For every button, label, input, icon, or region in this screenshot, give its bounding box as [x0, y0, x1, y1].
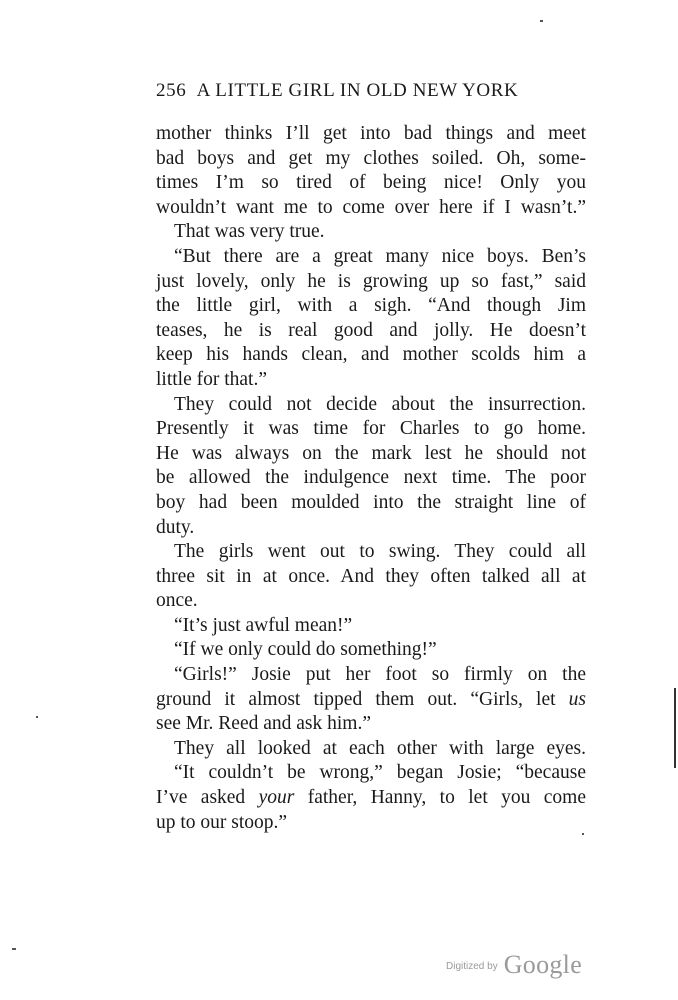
digitized-by-watermark — [446, 950, 582, 980]
text-line: just lovely, only he is growing up so fast,” said — [156, 270, 586, 292]
text-line: teases, he is real good and jolly. He doesn’t — [156, 319, 586, 341]
text-line: “Girls!” Josie put her foot so firmly on the — [174, 664, 586, 686]
text-line: see Mr. Reed and ask him.” — [156, 713, 371, 735]
text-line: little for that.” — [156, 368, 268, 390]
text-line: They could not decide about the insurrection. — [174, 393, 586, 415]
page-body-text — [156, 122, 586, 835]
running-title: A LITTLE GIRL IN OLD NEW YORK — [196, 80, 519, 101]
text-line: “If we only could do something!” — [174, 639, 437, 661]
text-line: ground it almost tipped them out. “Girls, let us — [156, 688, 586, 710]
text-line: He was always on the mark lest he should not — [156, 442, 586, 464]
text-line: the little girl, with a sigh. “And though Jim — [156, 295, 586, 317]
google-logo: Google — [503, 950, 583, 979]
text-line: Presently it was time for Charles to go home. — [156, 418, 586, 440]
text-line: keep his hands clean, and mother scolds him a — [156, 344, 586, 366]
page-edge-line — [674, 688, 676, 768]
scan-speck — [540, 20, 543, 22]
text-line: duty. — [156, 516, 195, 538]
text-line: three sit in at once. And they often talked all at — [156, 565, 586, 587]
text-line: The girls went out to swing. They could all — [174, 541, 586, 563]
text-line: bad boys and get my clothes soiled. Oh, some- — [156, 147, 586, 169]
scan-speck — [12, 948, 16, 950]
text-line: “It’s just awful mean!” — [174, 614, 353, 636]
running-header — [156, 80, 546, 102]
text-line: That was very true. — [174, 221, 325, 243]
text-line: wouldn’t want me to come over here if I wasn’t.” — [156, 196, 586, 218]
watermark-prefix: Digitized by — [446, 961, 498, 972]
text-line: be allowed the indulgence next time. The poor — [156, 467, 586, 489]
text-line: up to our stoop.” — [156, 811, 288, 833]
page-number: 256 — [156, 80, 187, 101]
text-line: “But there are a great many nice boys. Ben’s — [174, 245, 586, 267]
scan-speck — [36, 716, 38, 718]
text-line: boy had been moulded into the straight line of — [156, 491, 586, 513]
text-line: times I’m so tired of being nice! Only you — [156, 172, 586, 194]
scan-speck — [582, 833, 584, 835]
text-line: once. — [156, 590, 198, 612]
text-line: mother thinks I’ll get into bad things and meet — [156, 123, 586, 144]
text-line: They all looked at each other with large eyes. — [174, 737, 586, 759]
text-line: I’ve asked your father, Hanny, to let you come — [156, 787, 587, 809]
text-line: “It couldn’t be wrong,” began Josie; “because — [174, 762, 586, 784]
